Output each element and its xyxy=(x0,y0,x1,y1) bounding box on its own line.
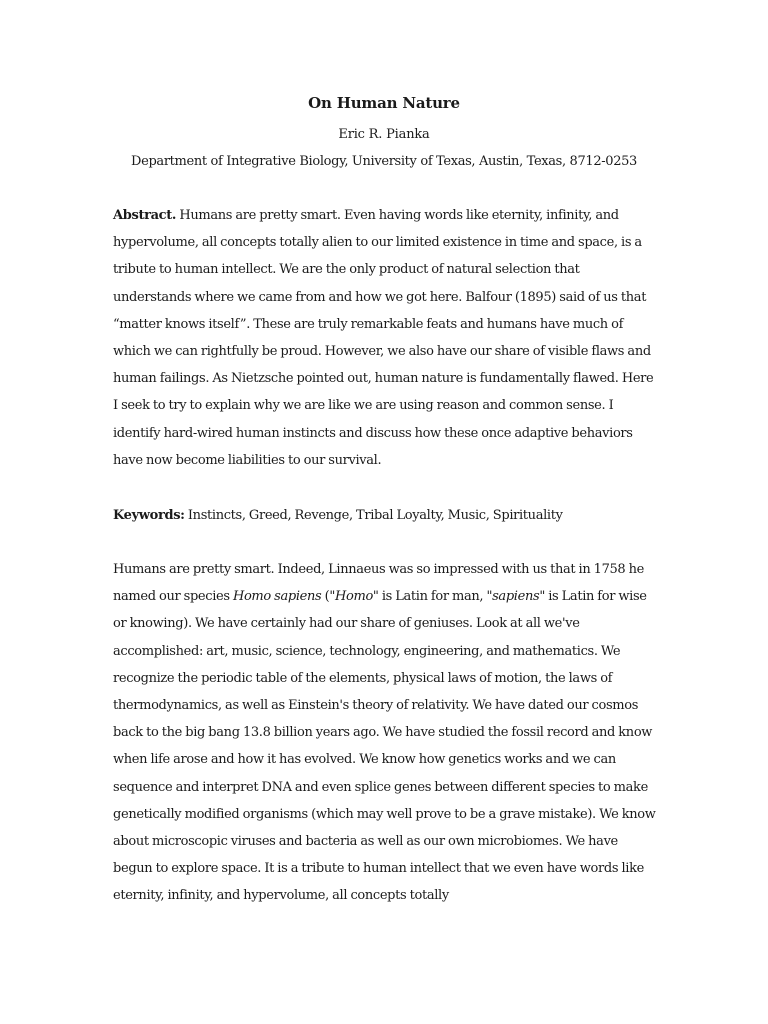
abstract-text: Humans are pretty smart. Even having words like eternity, infinity, and hypervolume, all concepts totally alien to our limited existence in time and space, is a tribute to human intellect. We are the only product of natural selection that understands where we came from and how we got here. Balfour (1895) said of us that “matter knows itself”. These are truly remarkable feats and humans have much of which we can rightfully be proud. However, we also have our share of visible flaws and human failings. As Nietzsche pointed out, human nature is fundamentally flawed. Here I seek to try to explain why we are like we are using reason and common sense. I identify hard-wired human instincts and discuss how these once adaptive behaviors have now become liabilities to our survival. xyxy=(113,208,654,468)
body-text-segment: Humans are pretty smart. Indeed, Linnaeus was so impressed with us that in 1758 he named our species xyxy=(113,562,644,605)
abstract-paragraph xyxy=(113,202,658,474)
body-text-segment: " is Latin for wise or knowing). We have certainly had our share of geniuses. Look at all we've accomplished: art, music, science, technology, engineering, and mathematics. We recognize the periodic table of the elements, physical laws of motion, the laws of thermodynamics, as well as Einstein's theory of relativity. We have dated our cosmos back to the big bang 13.8 billion years ago. We have studied the fossil record and know when life arose and how it has evolved. We know how genetics works and we can sequence and interpret DNA and even splice genes between different species to make genetically modified organisms (which may well prove to be a grave mistake). We know about microscopic viruses and bacteria as well as our own microbiomes. We have begun to explore space. It is a tribute to human intellect that we even have words like eternity, infinity, and hypervolume, all concepts totally xyxy=(113,589,656,904)
paper-title: On Human Nature xyxy=(308,94,460,112)
body-text-segment: (" xyxy=(321,589,335,605)
keywords-line xyxy=(113,502,658,529)
epithet-italic: sapiens xyxy=(492,589,540,605)
keywords-label: Keywords: xyxy=(113,508,185,523)
author-name: Eric R. Pianka xyxy=(338,127,430,142)
genus-name-italic: Homo xyxy=(335,589,373,605)
species-name-italic: Homo sapiens xyxy=(232,589,322,605)
body-paragraph xyxy=(113,556,658,910)
author-affiliation: Department of Integrative Biology, University of Texas, Austin, Texas, 8712-0253 xyxy=(131,154,637,169)
keywords-text: Instincts, Greed, Revenge, Tribal Loyalty, Music, Spirituality xyxy=(184,508,563,523)
abstract-label: Abstract. xyxy=(113,208,177,223)
body-text-segment: " is Latin for man, " xyxy=(372,589,493,605)
